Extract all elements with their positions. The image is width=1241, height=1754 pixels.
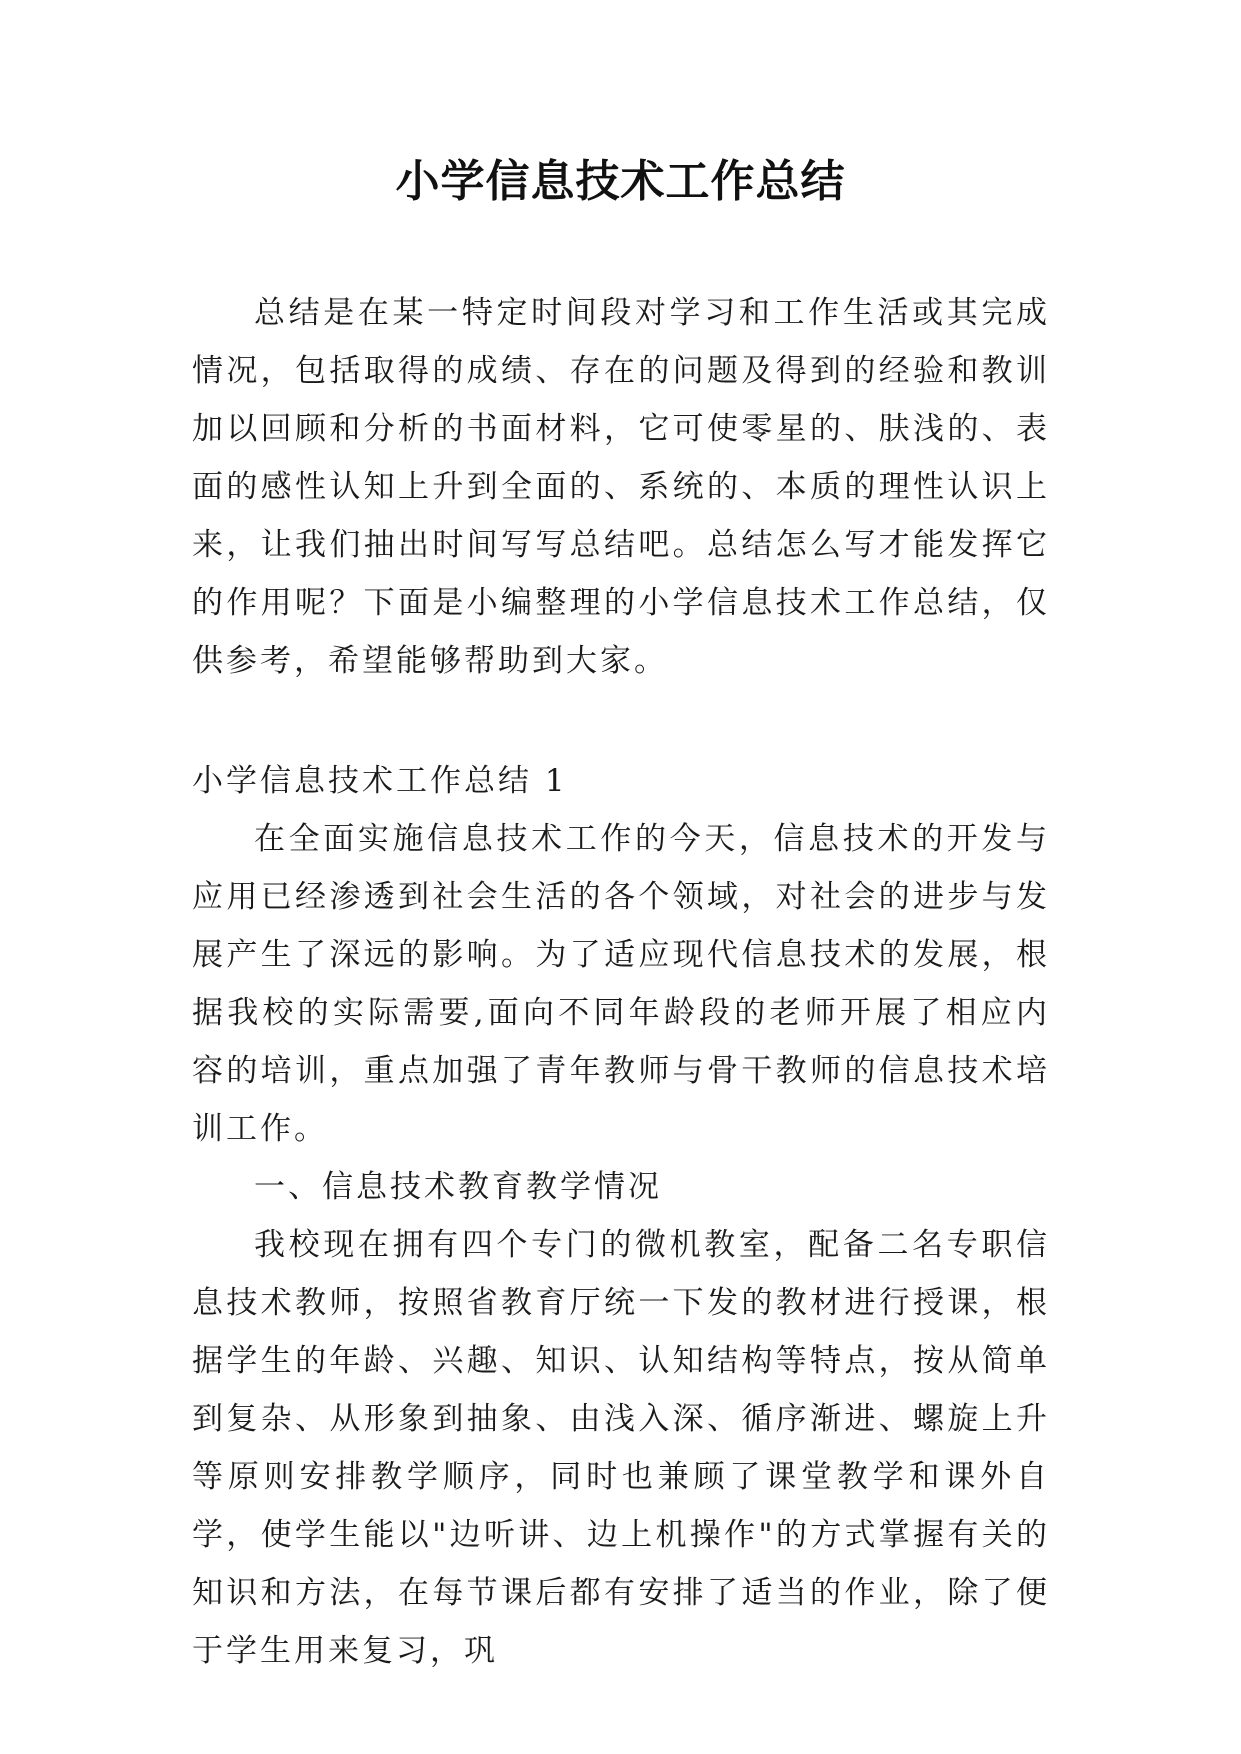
document-title: 小学信息技术工作总结	[395, 156, 846, 207]
section-block	[192, 752, 1050, 1680]
section-heading: 小学信息技术工作总结 1	[192, 763, 568, 799]
body-paragraph-1: 在全面实施信息技术工作的今天，信息技术的开发与应用已经渗透到社会生活的各个领域，对社会的进步与发展产生了深远的影响。为了适应现代信息技术的发展，根据我校的实际需要,面向不同年龄段的老师开展了相应内容的培训，重点加强了青年教师与骨干教师的信息技术培训工作。	[192, 821, 1050, 1147]
intro-block	[192, 284, 1050, 690]
intro-paragraph: 总结是在某一特定时间段对学习和工作生活或其完成情况，包括取得的成绩、存在的问题及得到的经验和教训加以回顾和分析的书面材料，它可使零星的、肤浅的、表面的感性认知上升到全面的、系统的、本质的理性认识上来，让我们抽出时间写写总结吧。总结怎么写才能发挥它的作用呢？下面是小编整理的小学信息技术工作总结，仅供参考，希望能够帮助到大家。	[192, 295, 1050, 679]
subheading-1: 一、信息技术教育教学情况	[254, 1169, 662, 1205]
body-paragraph-2: 我校现在拥有四个专门的微机教室，配备二名专职信息技术教师，按照省教育厅统一下发的教材进行授课，根据学生的年龄、兴趣、知识、认知结构等特点，按从简单到复杂、从形象到抽象、由浅入深、循序渐进、螺旋上升等原则安排教学顺序，同时也兼顾了课堂教学和课外自学，使学生能以"边听讲、边上机操作"的方式掌握有关的知识和方法，在每节课后都有安排了适当的作业，除了便于学生用来复习，巩	[192, 1227, 1050, 1669]
